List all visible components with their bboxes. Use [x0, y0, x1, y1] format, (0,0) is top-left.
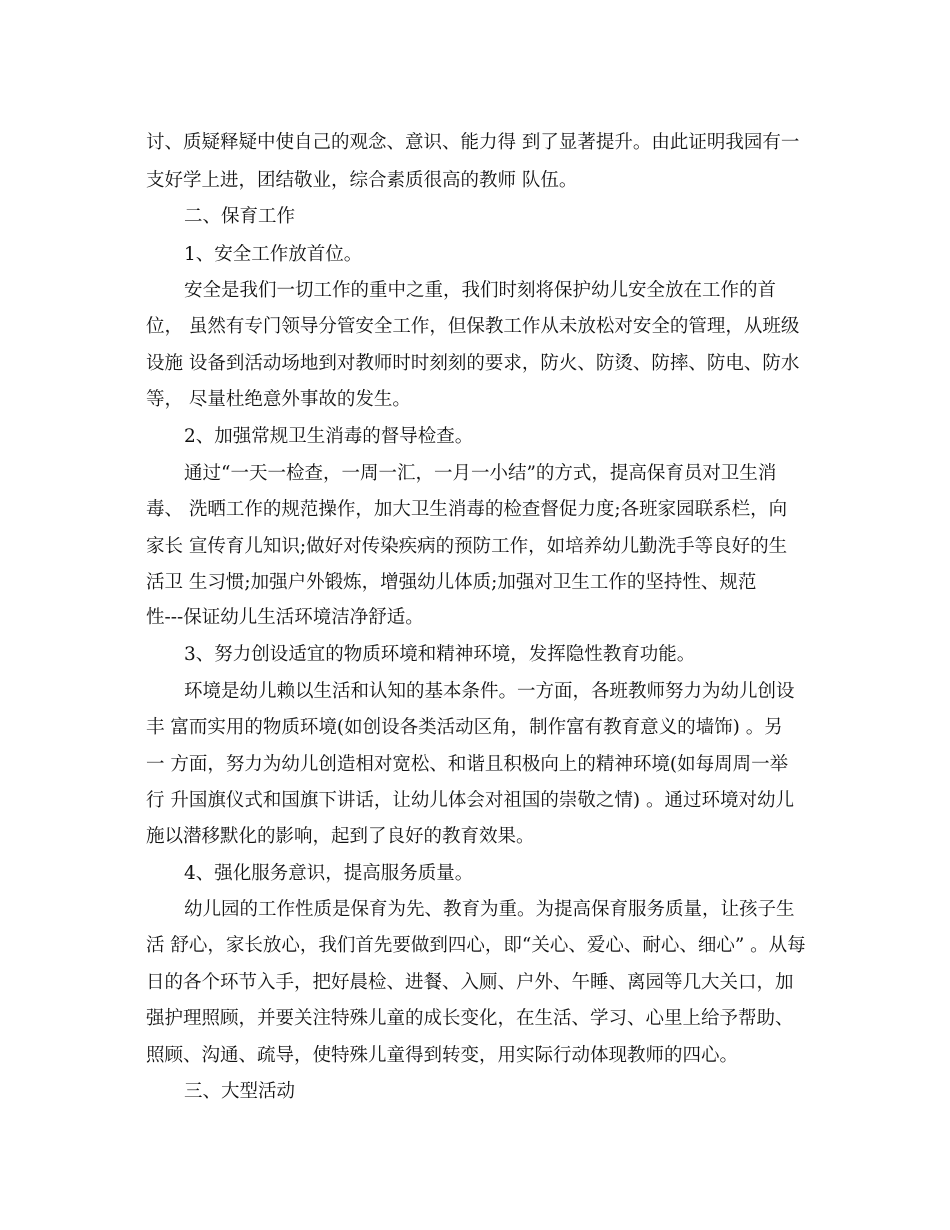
- subheading-hygiene: 2、加强常规卫生消毒的督导检查。: [184, 426, 474, 447]
- paragraph-line: 支好学上进，团结敬业，综合素质很高的教师 队伍。: [146, 170, 578, 191]
- subheading-safety: 1、安全工作放首位。: [184, 244, 363, 265]
- paragraph-line: 一 方面，努力为幼儿创造相对宽松、和谐且积极向上的精神环境(如每周周一举: [146, 754, 789, 775]
- paragraph-line: 毒、 洗晒工作的规范操作，加大卫生消毒的检查督促力度;各班家园联系栏，向: [146, 499, 788, 520]
- section-heading-childcare: 二、保育工作: [184, 206, 296, 227]
- paragraph-line: 活卫 生习惯;加强户外锻炼，增强幼儿体质;加强对卫生工作的坚持性、规范: [146, 572, 757, 593]
- section-heading-activities: 三、大型活动: [184, 1081, 296, 1102]
- paragraph-line: 安全是我们一切工作的重中之重，我们时刻将保护幼儿安全放在工作的首: [184, 280, 777, 301]
- paragraph-line: 日的各个环节入手，把好晨检、进餐、入厕、户外、午睡、离园等几大关口，加: [146, 972, 794, 993]
- paragraph-line: 设施 设备到活动场地到对教师时时刻刻的要求，防火、防烫、防摔、防电、防水: [146, 353, 800, 374]
- paragraph-line: 性---保证幼儿生活环境洁净舒适。: [146, 607, 424, 628]
- subheading-service: 4、强化服务意识，提高服务质量。: [184, 863, 474, 884]
- paragraph-line: 强护理照顾，并要关注特殊儿童的成长变化，在生活、学习、心里上给予帮助、: [146, 1008, 794, 1029]
- paragraph-line: 位， 虽然有专门领导分管安全工作，但保教工作从未放松对安全的管理，从班级: [146, 316, 800, 337]
- paragraph-line: 行 升国旗仪式和国旗下讲话，让幼儿体会对祖国的崇敬之情) 。通过环境对幼儿: [146, 790, 794, 811]
- paragraph-line: 讨、质疑释疑中使自己的观念、意识、能力得 到了显著提升。由此证明我园有一: [146, 132, 800, 153]
- paragraph-line: 活 舒心，家长放心，我们首先要做到四心，即“关心、爱心、耐心、细心” 。从每: [146, 935, 806, 956]
- paragraph-line: 施以潜移默化的影响，起到了良好的教育效果。: [146, 826, 535, 847]
- subheading-environment: 3、努力创设适宜的物质环境和精神环境，发挥隐性教育功能。: [184, 644, 696, 665]
- paragraph-line: 照顾、沟通、疏导，使特殊儿童得到转变，用实际行动体现教师的四心。: [146, 1045, 739, 1066]
- paragraph-line: 幼儿园的工作性质是保育为先、教育为重。为提高保育服务质量，让孩子生: [184, 899, 795, 920]
- paragraph-line: 环境是幼儿赖以生活和认知的基本条件。一方面，各班教师努力为幼儿创设: [184, 681, 795, 702]
- paragraph-line: 等， 尽量杜绝意外事故的发生。: [146, 389, 411, 410]
- paragraph-line: 通过“一天一检查，一周一汇，一月一小结”的方式，提高保育员对卫生消: [184, 463, 777, 484]
- paragraph-line: 家长 宣传育儿知识;做好对传染疾病的预防工作，如培养幼儿勤洗手等良好的生: [146, 536, 788, 557]
- paragraph-line: 丰 富而实用的物质环境(如创设各类活动区角，制作富有教育意义的墙饰) 。另: [146, 717, 783, 738]
